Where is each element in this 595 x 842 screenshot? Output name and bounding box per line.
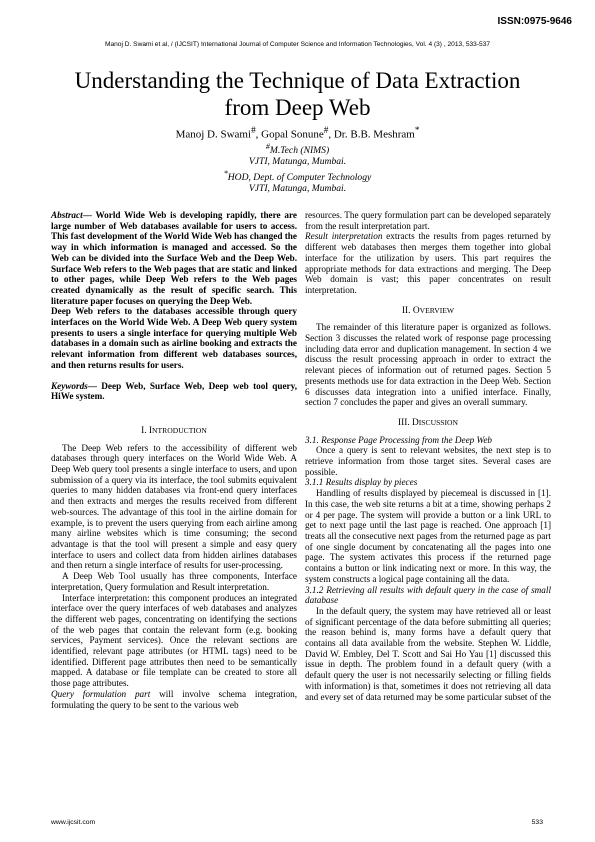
section-heading-discussion: III. DISCUSSION <box>397 417 459 428</box>
author-2-mark: # <box>323 125 329 135</box>
intro-paragraph-3: Interface interpretation: this component produces an integrated interface over the query interfaces of web databases and analyzes the different web pages, concentrating on identifying the sections of the web pages that contain the relevant form (e.g. booking services, Payment services). Once the relevant sections are identified, relevant page attributes (or HTML tags) need to be identified. Different page attributes then need to be semantically mapped. A database or file template can be created to store all those page attributes. <box>51 592 297 689</box>
running-header: Manoj D. Swami et al, / (IJCSIT) International Journal of Computer Science and Information Technologies, Vol. 4 (3) , 2013, 533-537 <box>104 41 491 48</box>
paragraph-3-1-1: Handling of results displayed by piecemeal is discussed in [1]. In this case, the web site returns a bit at a time, showing perhaps 2 or 4 per page. The system will provide a button or a link URL to get to next page until the last page is reached. One approach [1] treats all the consecutive next pages from the returned page as part of one single document by concatenating all the pages into one page. The system activates this process if the returned page contains a button or link indicating next or more. In this way, the system constructs a logical page containing all the data. <box>305 488 551 584</box>
result-interpretation-label: Result interpretation <box>305 231 383 242</box>
intro-paragraph-1: The Deep Web refers to the accessibility of different web databases through query interfaces on the World Wide Web. A Deep Web query tool presents a single interface to users, and upon submission of a query via its interface, the tool submits equivalent queries to many hidden databases via front-end query interfaces and then extracts and merges the results received from different web-sources. The advantage of this tool in the airline domain for example, is to prevent the users querying from each airline among many airline websites which is time consuming; the second advantage is that the tool will present a simple and easy query interface to users and collect data from hidden airlines databases and then return a single interface of results for user-processing. <box>51 442 297 571</box>
right-paragraph-1: resources. The query formulation part can be developed separately from the result interpretation part. <box>305 210 551 231</box>
author-list <box>0 125 595 141</box>
subsection-3-1-2: 3.1.2 Retrieving all results with default query in the case of small database <box>305 584 551 606</box>
intro-paragraph-4: Query formulation part will involve schema integration, formulating the query to be sent to the various web <box>51 688 297 710</box>
paper-title <box>40 67 555 121</box>
overview-paragraph: The remainder of this literature paper is organized as follows. Section 3 discusses the related work of response page processing including data error and duplication management. In section 4 we discuss the result processing approach in order to extract the relevant pieces of information out of returned pages. Section 5 presents methods use for data extraction in the Deep Web. Section 6 discusses data integration into a unified interface. Finally, section 7 concludes the paper and gives an overall summary. <box>305 322 551 408</box>
left-column <box>51 210 297 710</box>
page-number: 533 <box>531 819 543 826</box>
author-2: , Gopal Sonune <box>255 128 324 141</box>
affiliation-1-line-1: M.Tech (NIMS) <box>269 145 330 157</box>
affiliation-2-line-2: VJTI, Matunga, Mumbai. <box>248 183 347 195</box>
affiliation-2-line-1: HOD, Dept. of Computer Technology <box>227 172 372 184</box>
subsection-3-1: 3.1. Response Page Processing from the Deep Web <box>305 434 493 445</box>
author-3-mark: * <box>414 125 420 135</box>
abstract-label: Abstract <box>51 210 83 220</box>
intro-paragraph-2: A Deep Web Tool usually has three components, Interface interpretation, Query formulation and Result interpretation. <box>51 571 297 592</box>
author-3: , Dr. B.B. Meshram <box>328 128 415 141</box>
keywords <box>51 381 297 402</box>
section-heading-introduction: I. INTRODUCTION <box>141 425 207 436</box>
affiliation-2 <box>0 168 595 194</box>
query-formulation-label: Query formulation part <box>51 688 151 699</box>
abstract-text-2: Deep Web refers to the databases accessible through query interfaces on the World Wide Web. A Deep Web query system presents to users a single interface for querying multiple Web databases in a domain such as airline booking and extracts the relevant information from different web databases sources, and then returns results for users. <box>51 306 297 370</box>
keywords-text: — Deep Web, Surface Web, Deep web tool query, HiWe system. <box>51 380 297 402</box>
affiliation-1 <box>0 141 595 167</box>
affiliation-1-mark: # <box>265 142 270 151</box>
affiliation-1-line-2: VJTI, Matunga, Mumbai. <box>248 156 347 168</box>
section-heading-overview: II. OVERVIEW <box>401 305 455 316</box>
abstract <box>51 210 297 306</box>
author-1: Manoj D. Swami <box>175 128 252 141</box>
right-paragraph-2: Result interpretation extracts the results from pages returned by different web databases then merges them together into global interface for the utilization by users. This part requires the appropriate methods for data extractions and merging. The Deep Web domain is vast; this paper concentrates on result interpretation. <box>305 231 551 295</box>
title-line-1: Understanding the Technique of Data Extraction <box>74 68 521 93</box>
issn-label: ISSN:0975-9646 <box>497 16 572 27</box>
author-1-mark: # <box>251 125 256 135</box>
subsection-3-1-1: 3.1.1 Results display by pieces <box>305 477 418 488</box>
footer-website: www.ijcsit.com <box>51 819 96 826</box>
right-column <box>305 210 551 702</box>
title-line-2: from Deep Web <box>224 95 371 120</box>
keywords-label: Keywords <box>51 380 88 391</box>
paragraph-3-1-2: In the default query, the system may have retrieved all or least of significant percentage of the data before submitting all queries; the reason behind is, many forms have a default query that contains all data available from the website. Stephen W. Liddle, David W. Embley, Del T. Scott and Sai Ho Yau [1] discussed this issue in depth. The problem found in a default query (with a default query the user is not necessarily selecting or filling fields with information) is that, sometimes it does not retrieving all data and every set of data returned may be some particular subset of the <box>305 605 551 702</box>
paragraph-3-1: Once a query is sent to relevant websites, the next step is to retrieve information from those target sites. Several cases are possible. <box>305 445 551 477</box>
abstract-text-1: — World Wide Web is developing rapidly, there are large number of Web databases available for users to access. This fast development of the World Wide Web has changed the way in which information is managed and accessed. So the Web can be divided into the Surface Web and the Deep Web. Surface Web refers to the Web pages that are static and linked to other pages, while Deep Web refers to the Web pages created dynamically as the result of specific search. This literature paper focuses on querying the Deep Web. <box>51 210 297 306</box>
affiliation-2-mark: * <box>223 169 228 178</box>
